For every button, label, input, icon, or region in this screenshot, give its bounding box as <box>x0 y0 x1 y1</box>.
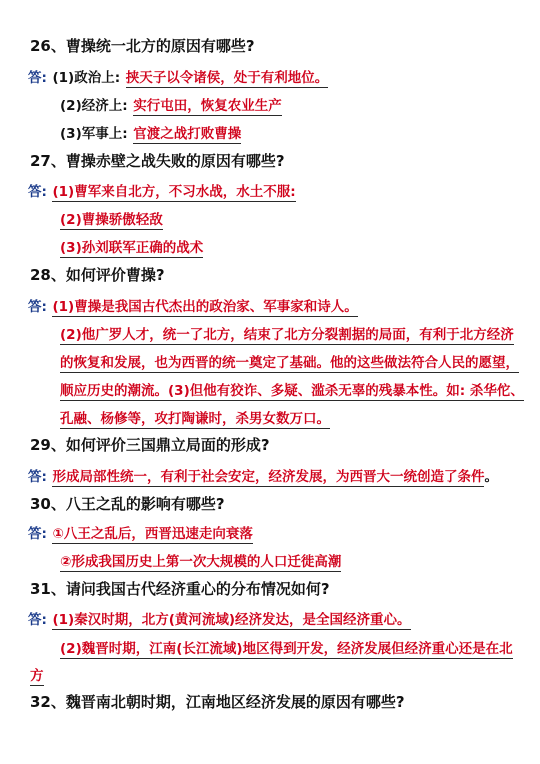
answer-31-text-2: (2)魏晋时期，江南(长江流域)地区得到开发，经济发展但经济重心还是在北 <box>60 641 513 657</box>
answer-29-period: 。 <box>484 469 498 485</box>
answer-27-1-text: (1)曹军来自北方，不习水战，水土不服: <box>52 184 296 200</box>
answer-label: 答: <box>28 70 47 86</box>
answer-27-2 <box>60 209 163 230</box>
answer-26-3 <box>60 123 241 144</box>
answer-26-1-text: 挟天子以令诸侯，处于有利地位。 <box>125 70 329 86</box>
answer-30-1 <box>28 523 253 544</box>
answer-30-1-text: ①八王之乱后，西晋迅速走向衰落 <box>52 526 253 542</box>
answer-28-line-5 <box>60 408 330 429</box>
answer-28-line-4 <box>60 380 524 401</box>
answer-30-2-text: ②形成我国历史上第一次大规模的人口迁徙高潮 <box>60 554 342 570</box>
answer-31-text-1: (1)秦汉时期，北方(黄河流域)经济发达，是全国经济重心。 <box>52 612 411 628</box>
answer-26-2 <box>60 95 282 116</box>
question-29: 29、如何评价三国鼎立局面的形成? <box>30 436 270 454</box>
answer-label: 答: <box>28 184 47 200</box>
answer-28-text-2: (2)他广罗人才，统一了北方，结束了北方分裂割据的局面，有利于北方经济 <box>60 327 514 343</box>
answer-26-1 <box>28 67 328 88</box>
answer-26-3-text: 官渡之战打败曹操 <box>133 126 242 142</box>
answer-28-text-4: 顺应历史的潮流。(3)但他有狡诈、多疑、滥杀无辜的残暴本性。如: 杀华佗、 <box>60 383 524 399</box>
answer-26-2-text: 实行屯田，恢复农业生产 <box>133 98 282 114</box>
question-31: 31、请问我国古代经济重心的分布情况如何? <box>30 580 330 598</box>
answer-label: 答: <box>28 612 47 628</box>
question-32: 32、魏晋南北朝时期，江南地区经济发展的原因有哪些? <box>30 693 405 711</box>
answer-31-line-3 <box>30 665 44 686</box>
answer-31-text-3: 方 <box>30 668 44 684</box>
answer-26-1-prefix: (1)政治上: <box>52 70 121 86</box>
answer-28-line-1 <box>28 296 358 317</box>
answer-28-line-2 <box>60 324 514 345</box>
answer-30-2 <box>60 551 341 572</box>
answer-26-2-prefix: (2)经济上: <box>60 98 128 114</box>
answer-28-text-5: 孔融、杨修等，攻打陶谦时，杀男女数万口。 <box>60 411 330 427</box>
answer-28-text-1: (1)曹操是我国古代杰出的政治家、军事家和诗人。 <box>52 299 358 315</box>
question-27: 27、曹操赤壁之战失败的原因有哪些? <box>30 152 285 170</box>
answer-28-line-3 <box>60 352 519 373</box>
answer-label: 答: <box>28 469 47 485</box>
answer-label: 答: <box>28 526 47 542</box>
answer-31-line-1 <box>28 609 411 630</box>
answer-27-1 <box>28 181 296 202</box>
answer-29-text: 形成局部性统一，有利于社会安定，经济发展，为西晋大一统创造了条件 <box>52 469 485 485</box>
answer-31-line-2 <box>60 638 513 659</box>
question-26: 26、曹操统一北方的原因有哪些? <box>30 37 255 55</box>
question-30: 30、八王之乱的影响有哪些? <box>30 495 225 513</box>
answer-27-2-text: (2)曹操骄傲轻敌 <box>60 212 163 228</box>
answer-28-text-3: 的恢复和发展，也为西晋的统一奠定了基础。他的这些做法符合人民的愿望， <box>60 355 519 371</box>
answer-27-3 <box>60 237 203 258</box>
question-28: 28、如何评价曹操? <box>30 266 165 284</box>
answer-26-3-prefix: (3)军事上: <box>60 126 128 142</box>
answer-label: 答: <box>28 299 47 315</box>
answer-29 <box>28 466 498 487</box>
answer-27-3-text: (3)孙刘联军正确的战术 <box>60 240 204 256</box>
